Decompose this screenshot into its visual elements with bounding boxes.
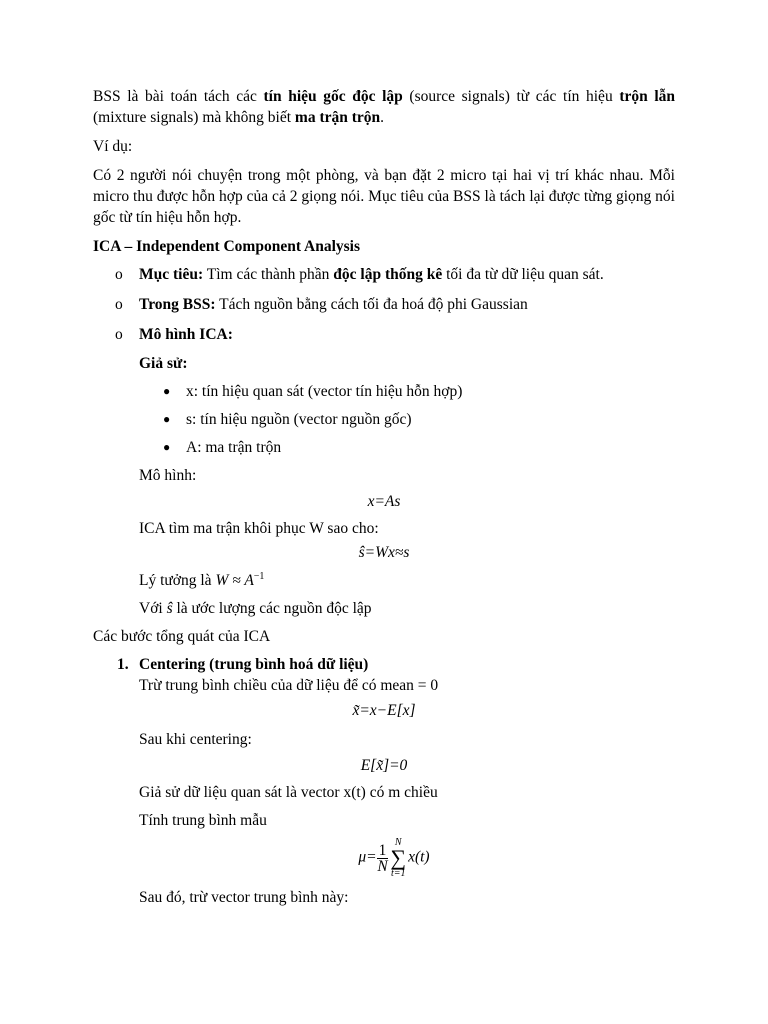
list-item [93,654,675,675]
bullet-bold: Trong BSS: [139,296,216,313]
intro-text-1: BSS là bài toán tách các [93,88,264,105]
equation-recover: ŝ=Wx≈s [358,544,410,561]
circle-bullet-icon: o [115,296,123,313]
example-label: Ví dụ: [93,138,133,155]
list-item [93,324,675,345]
fraction-denominator: N [377,857,388,875]
assume-label-text: Giả sử: [139,355,188,372]
list-item [93,381,675,402]
bullet-text: Tìm các thành phần [203,266,334,283]
with-line [139,598,675,619]
with-symbol: ŝ [166,600,173,617]
sum-operator [390,837,406,879]
ideal-text: Lý tưởng là [139,572,216,589]
intro-bold-3: ma trận trộn [294,109,381,126]
bullet-text: Tách nguồn bằng cách tối đa hoá độ phi Gaussian [215,296,528,313]
subtract-mean-text: Sau đó, trừ vector trung bình này: [139,889,349,906]
with-text: Với [139,600,167,617]
sum-body: x(t) [408,848,430,866]
assume-vector-text: Giả sử dữ liệu quan sát là vector x(t) có m chiều [139,784,438,801]
ideal-math: W ≈ A [215,572,254,589]
bullet-bold: Mục tiêu: [139,266,204,283]
mu-lhs: μ= [358,848,377,866]
assume-item-text: A: ma trận trộn [186,439,282,456]
circle-bullet-icon: o [115,266,123,283]
sum-lower-limit: t=1 [390,868,406,879]
fraction [377,843,389,874]
ica-bullet-list [93,264,675,345]
intro-text-2: (source signals) từ các tín hiệu [402,88,620,105]
fraction-numerator: 1 [378,841,387,859]
circle-bullet-icon: o [115,326,123,343]
list-item [93,294,675,315]
equation-zero-mean: E[x̃]=0 [360,757,408,774]
sample-mean-label: Tính trung bình mẫu [139,812,267,829]
ica-find-text: ICA tìm ma trận khôi phục W sao cho: [139,520,379,537]
list-item [93,264,675,285]
assume-item-text: s: tín hiệu nguồn (vector nguồn gốc) [186,411,412,428]
ica-heading [93,236,675,257]
step-desc: Trừ trung bình chiều của dữ liệu để có mean = 0 [139,677,439,694]
assume-label [139,353,675,374]
bullet-dot-icon: ● [163,384,171,398]
bullet-bold: Mô hình ICA: [139,326,233,343]
equation-sample-mean [113,837,675,879]
example-paragraph: Có 2 người nói chuyện trong một phòng, và bạn đặt 2 micro tại hai vị trí khác nhau. Mỗi micro thu được hỗn hợp của cả 2 giọng nói. Mục tiêu của BSS là tách lại được từng giọng nói gốc từ tín hiệu hỗn hợp. [93,167,675,226]
with-rest: là ước lượng các nguồn độc lập [172,600,372,617]
bullet-bold-2: độc lập thống kê [333,266,443,283]
after-centering-label: Sau khi centering: [139,731,252,748]
step-title: Centering (trung bình hoá dữ liệu) [139,656,369,673]
assume-item-text: x: tín hiệu quan sát (vector tín hiệu hỗn hợp) [186,383,463,400]
equation-centering: x̃=x−E[x] [352,702,416,719]
document-page [93,86,675,908]
intro-text-4: . [380,109,385,126]
ica-heading-text: ICA – Independent Component Analysis [93,238,361,255]
list-item [93,409,675,430]
model-label: Mô hình: [139,467,197,484]
intro-bold-2: trộn lẫn [619,88,676,105]
ideal-line [139,570,675,591]
steps-heading: Các bước tổng quát của ICA [93,628,271,645]
list-item [93,437,675,458]
sum-upper-limit: N [394,837,402,848]
intro-paragraph [93,86,675,128]
bullet-dot-icon: ● [163,440,171,454]
bullet-dot-icon: ● [163,412,171,426]
intro-bold-1: tín hiệu gốc độc lập [263,88,403,105]
steps-list [93,654,675,675]
equation-model: x=As [367,493,401,510]
assume-list [93,381,675,458]
step-number: 1. [117,656,129,673]
bullet-text-2: tối đa từ dữ liệu quan sát. [442,266,604,283]
ideal-superscript: −1 [253,570,265,582]
intro-text-3: (mixture signals) mà không biết [93,109,295,126]
sigma-icon: ∑ [390,845,407,870]
